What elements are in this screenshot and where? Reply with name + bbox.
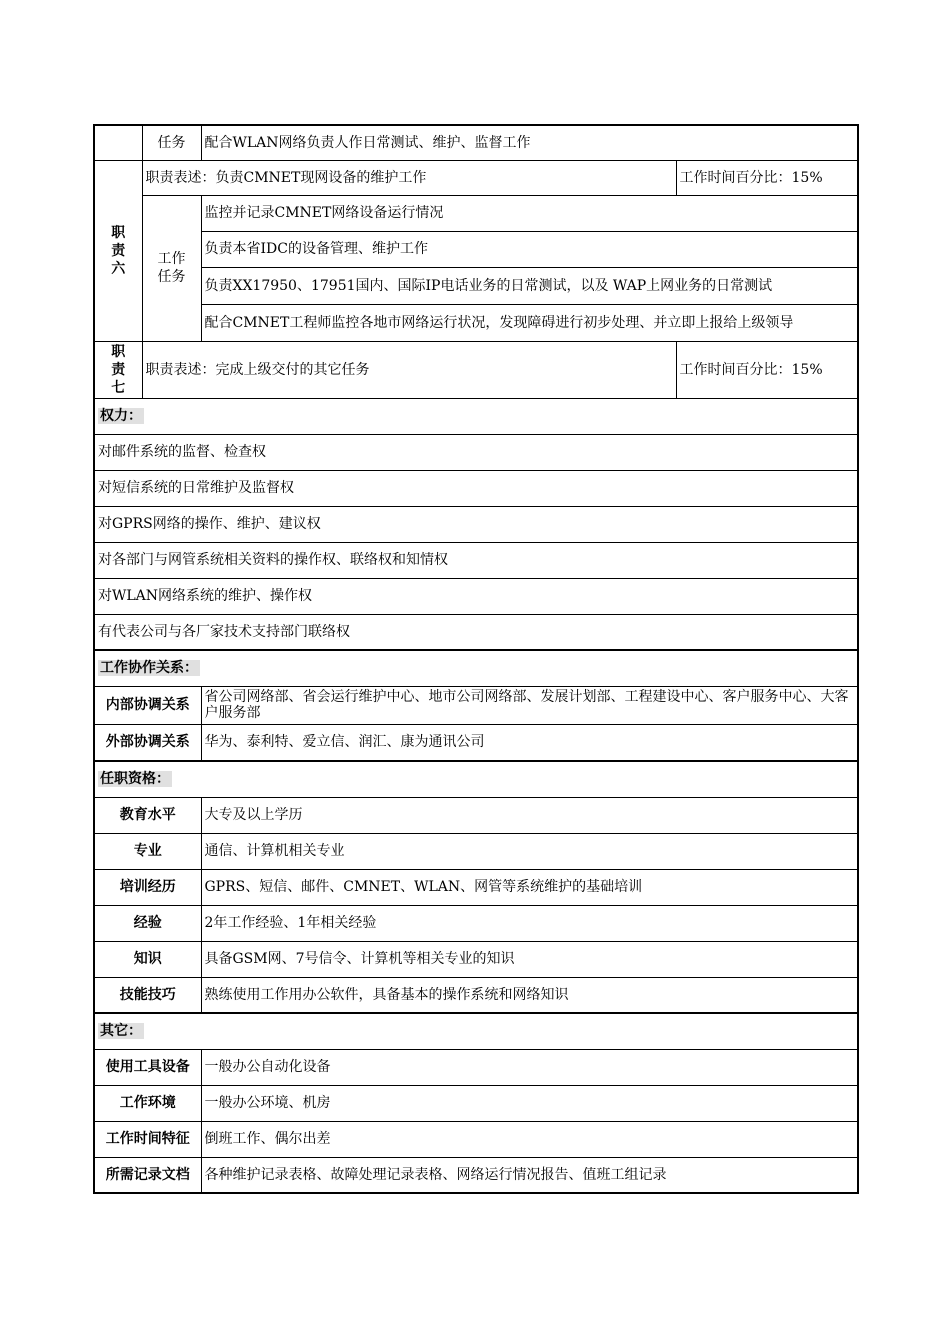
authority-heading-text: 权力： (100, 408, 142, 424)
authority-item: 对WLAN网络系统的维护、操作权 (94, 578, 858, 614)
qualification-value: 通信、计算机相关专业 (201, 833, 858, 869)
qualification-value: GPRS、短信、邮件、CMNET、WLAN、网管等系统维护的基础培训 (201, 869, 858, 905)
qualification-label: 技能技巧 (94, 977, 201, 1013)
external-coordination-label: 外部协调关系 (94, 724, 201, 761)
other-value: 各种维护记录表格、故障处理记录表格、网络运行情况报告、值班工组记录 (201, 1157, 858, 1193)
collaboration-heading-text: 工作协作关系： (100, 660, 198, 677)
authority-item: 对邮件系统的监督、检查权 (94, 434, 858, 470)
other-label: 工作时间特征 (94, 1121, 201, 1157)
collaboration-heading (94, 650, 858, 686)
duty6-task-3: 负责XX17950、17951国内、国际IP电话业务的日常测试，以及 WAP上网业务的日常测试 (201, 267, 858, 304)
qualifications-heading (94, 761, 858, 797)
duty6-task-label (142, 195, 201, 341)
qualifications-heading-text: 任职资格： (100, 771, 170, 788)
authority-item: 对各部门与网管系统相关资料的操作权、联络权和知情权 (94, 542, 858, 578)
other-label: 所需记录文档 (94, 1157, 201, 1193)
duty7-label (94, 341, 142, 398)
job-description-table (93, 124, 859, 1194)
qualification-label: 知识 (94, 941, 201, 977)
duty7-char-1: 职 (111, 343, 126, 360)
duty6-task-4: 配合CMNET工程师监控各地市网络运行状况，发现障碍进行初步处理、并立即上报给上级领导 (201, 304, 858, 341)
duty5-label-cell (94, 125, 142, 160)
qualification-value: 2年工作经验、1年相关经验 (201, 905, 858, 941)
prev-task-label: 任务 (142, 125, 201, 160)
job-description-page (93, 124, 857, 1194)
internal-coordination-value: 省公司网络部、省会运行维护中心、地市公司网络部、发展计划部、工程建设中心、客户服务中心、大客户服务部 (201, 686, 858, 724)
other-label: 使用工具设备 (94, 1049, 201, 1085)
qualification-label: 培训经历 (94, 869, 201, 905)
qualification-value: 大专及以上学历 (201, 797, 858, 833)
prev-task-text: 配合WLAN网络负责人作日常测试、维护、监督工作 (201, 125, 858, 160)
duty6-label (94, 160, 142, 341)
duty6-task-label-line1: 工作 (157, 251, 186, 267)
other-label: 工作环境 (94, 1085, 201, 1121)
duty6-char-1: 职 (111, 224, 126, 241)
internal-coordination-label: 内部协调关系 (94, 686, 201, 724)
authority-heading (94, 398, 858, 434)
duty6-task-1: 监控并记录CMNET网络设备运行情况 (201, 195, 858, 231)
duty6-description: 职责表述：负责CMNET现网设备的维护工作 (142, 160, 676, 195)
qualification-label: 经验 (94, 905, 201, 941)
duty7-char-2: 责 (111, 361, 126, 378)
external-coordination-value: 华为、泰利特、爱立信、润汇、康为通讯公司 (201, 724, 858, 761)
duty6-char-2: 责 (111, 242, 126, 259)
qualification-label: 专业 (94, 833, 201, 869)
qualification-label: 教育水平 (94, 797, 201, 833)
other-value: 一般办公环境、机房 (201, 1085, 858, 1121)
duty6-task-2: 负责本省IDC的设备管理、维护工作 (201, 231, 858, 267)
duty6-task-label-line2: 任务 (157, 269, 186, 285)
duty6-char-3: 六 (111, 260, 126, 277)
qualification-value: 熟练使用工作用办公软件，具备基本的操作系统和网络知识 (201, 977, 858, 1013)
qualification-value: 具备GSM网、7号信令、计算机等相关专业的知识 (201, 941, 858, 977)
duty7-description: 职责表述：完成上级交付的其它任务 (142, 341, 676, 398)
other-heading-text: 其它： (100, 1023, 142, 1040)
duty6-time-percent: 工作时间百分比：15% (676, 160, 858, 195)
other-value: 一般办公自动化设备 (201, 1049, 858, 1085)
authority-item: 对短信系统的日常维护及监督权 (94, 470, 858, 506)
authority-item: 对GPRS网络的操作、维护、建议权 (94, 506, 858, 542)
other-heading (94, 1013, 858, 1049)
authority-item: 有代表公司与各厂家技术支持部门联络权 (94, 614, 858, 650)
other-value: 倒班工作、偶尔出差 (201, 1121, 858, 1157)
duty7-char-3: 七 (111, 379, 126, 396)
duty7-time-percent: 工作时间百分比：15% (676, 341, 858, 398)
